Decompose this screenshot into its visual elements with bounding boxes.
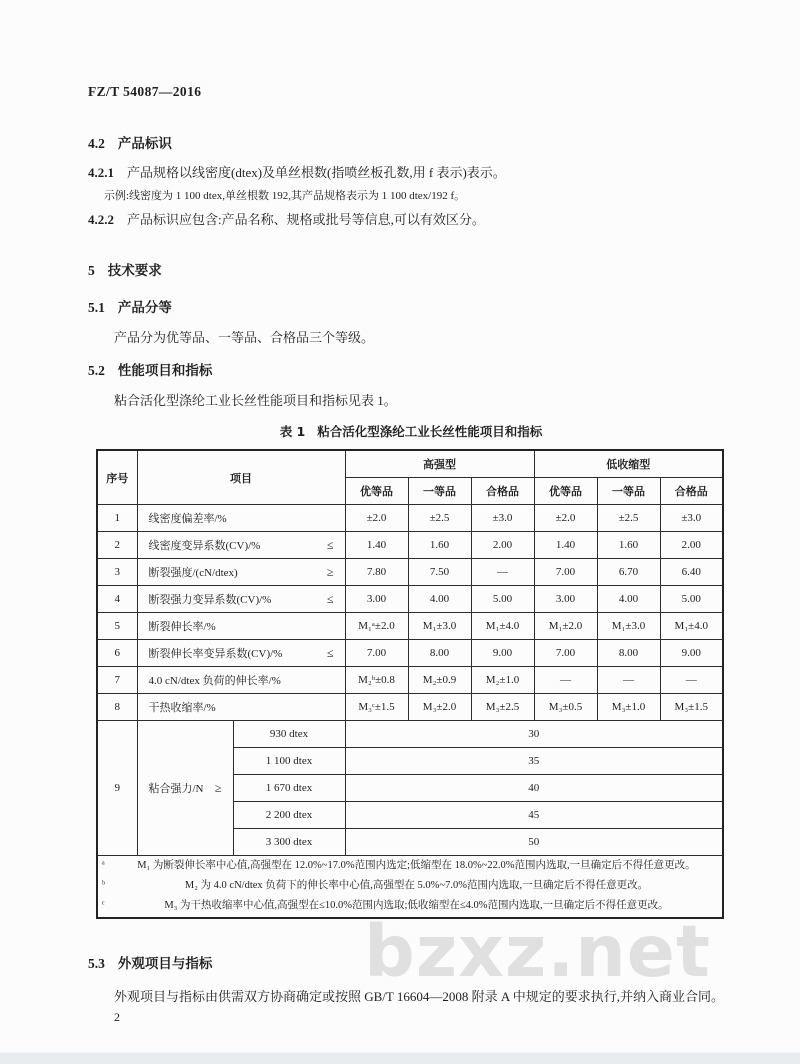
clause-text: 产品规格以线密度(dtex)及单丝根数(指喷丝板孔数,用 f 表示)表示。 xyxy=(127,165,506,180)
table-row xyxy=(97,505,723,532)
value-cell: 1.40 xyxy=(345,532,408,559)
row-no: 9 xyxy=(97,721,137,856)
standard-code: FZ/T 54087—2016 xyxy=(88,84,202,99)
table-row xyxy=(97,586,723,613)
spec-cell: 3 300 dtex xyxy=(233,829,345,856)
table-caption-label: 表 1 xyxy=(279,424,306,440)
section-heading-5-3 xyxy=(88,952,734,972)
section-number: 5.3 xyxy=(88,955,105,971)
table-caption-title: 粘合活化型涤纶工业长丝性能项目和指标 xyxy=(317,424,543,440)
header-group-low-shrinkage: 低收缩型 xyxy=(534,450,723,478)
value-cell: 4.00 xyxy=(597,586,660,613)
merged-value-cell: 50 xyxy=(345,829,723,856)
table-row xyxy=(97,667,723,694)
value-cell: 6.40 xyxy=(660,559,723,586)
value-cell: M₁±3.0 xyxy=(597,613,660,640)
table-row xyxy=(97,613,723,640)
item-cell xyxy=(137,505,345,532)
value-cell: M₃±1.5 xyxy=(660,694,723,721)
value-cell: M₃ᶜ±1.5 xyxy=(345,694,408,721)
section-heading-5 xyxy=(88,259,734,279)
value-cell: M₂ᵇ±0.8 xyxy=(345,667,408,694)
item-op: ≤ xyxy=(326,645,334,660)
section-number: 5 xyxy=(88,262,95,278)
spec-cell: 2 200 dtex xyxy=(233,802,345,829)
row-no: 7 xyxy=(97,667,137,694)
header-row-groups xyxy=(97,450,723,478)
value-cell: M₃±2.5 xyxy=(471,694,534,721)
value-cell: M₂±1.0 xyxy=(471,667,534,694)
section-number: 5.2 xyxy=(88,362,105,378)
footnote-a xyxy=(100,856,720,876)
table-row xyxy=(97,559,723,586)
item-cell xyxy=(137,667,345,694)
section-heading-4-2 xyxy=(88,132,734,152)
item-name: 线密度变异系数(CV)/% xyxy=(148,540,261,553)
footnote-marker: ᵇ xyxy=(102,879,106,891)
row-no: 3 xyxy=(97,559,137,586)
header-grade: 一等品 xyxy=(408,478,471,505)
value-cell: 2.00 xyxy=(471,532,534,559)
item-cell xyxy=(137,586,345,613)
footnote-marker: ᶜ xyxy=(102,899,105,911)
merged-value-cell: 30 xyxy=(345,721,723,748)
value-cell: M₃±2.0 xyxy=(408,694,471,721)
value-cell: 5.00 xyxy=(471,586,534,613)
row-no: 6 xyxy=(97,640,137,667)
value-cell: 1.60 xyxy=(597,532,660,559)
section-heading-5-1 xyxy=(88,296,734,316)
value-cell: 4.00 xyxy=(408,586,471,613)
footnotes-row xyxy=(97,856,723,918)
section-title: 产品标识 xyxy=(117,136,172,152)
section-title: 技术要求 xyxy=(107,262,162,279)
clause-number: 4.2.2 xyxy=(88,211,114,227)
value-cell: 1.60 xyxy=(408,532,471,559)
header-col-item: 项目 xyxy=(137,450,345,505)
value-cell: ±3.0 xyxy=(471,505,534,532)
table-row-9 xyxy=(97,721,723,748)
header-group-high-strength: 高强型 xyxy=(345,450,534,478)
spec-cell: 1 670 dtex xyxy=(233,775,345,802)
value-cell: — xyxy=(660,667,723,694)
row-no: 2 xyxy=(97,532,137,559)
header-grade: 优等品 xyxy=(534,478,597,505)
item-name: 断裂强度/(cN/dtex) xyxy=(148,567,238,580)
clause-4-2-2 xyxy=(88,210,734,230)
header-grade: 一等品 xyxy=(597,478,660,505)
value-cell: — xyxy=(597,667,660,694)
item-name: 粘合强力/N xyxy=(148,783,204,796)
value-cell: ±2.0 xyxy=(534,505,597,532)
footnote-text: M₃ 为干热收缩率中心值,高强型在≤10.0%范围内选取;低收缩型在≤4.0%范围内选取,一旦确定后不得任意更改。 xyxy=(164,900,669,912)
item-op: ≤ xyxy=(326,537,334,552)
table-row xyxy=(97,640,723,667)
header-grade: 合格品 xyxy=(660,478,723,505)
section-title: 外观项目与指标 xyxy=(117,955,213,972)
item-op: ≥ xyxy=(214,780,222,795)
item-cell xyxy=(137,559,345,586)
header-grade: 合格品 xyxy=(471,478,534,505)
value-cell: 7.50 xyxy=(408,559,471,586)
watermark: bzxz.net xyxy=(364,910,711,993)
merged-value-cell: 40 xyxy=(345,775,723,802)
paragraph-5-2: 粘合活化型涤纶工业长丝性能项目和指标见表 1。 xyxy=(114,392,397,408)
section-heading-5-2 xyxy=(88,359,734,379)
value-cell: — xyxy=(471,559,534,586)
item-op: ≤ xyxy=(326,591,334,606)
row-no: 5 xyxy=(97,613,137,640)
page-number: 2 xyxy=(114,1009,120,1024)
table-row xyxy=(97,694,723,721)
item-name: 干热收缩率/% xyxy=(148,702,216,715)
row-no: 1 xyxy=(97,505,137,532)
footnote-marker: ᵃ xyxy=(102,859,105,871)
footnote-text: M₁ 为断裂伸长率中心值,高强型在 12.0%~17.0%范围内选定;低缩型在 18.0%~22.0%范围内选取,一旦确定后不得任意更改。 xyxy=(137,860,696,872)
table-caption xyxy=(88,422,734,440)
item-cell xyxy=(137,721,233,856)
value-cell: 3.00 xyxy=(345,586,408,613)
item-cell xyxy=(137,694,345,721)
row-no: 4 xyxy=(97,586,137,613)
value-cell: — xyxy=(534,667,597,694)
clause-text: 产品标识应包含:产品名称、规格或批号等信息,可以有效区分。 xyxy=(127,211,485,227)
value-cell: 5.00 xyxy=(660,586,723,613)
item-cell xyxy=(137,613,345,640)
value-cell: 3.00 xyxy=(534,586,597,613)
clause-4-2-1 xyxy=(88,163,734,183)
footnotes-cell xyxy=(97,856,723,918)
value-cell: M₃±1.0 xyxy=(597,694,660,721)
paragraph-5-1: 产品分为优等品、一等品、合格品三个等级。 xyxy=(114,329,375,345)
value-cell: 7.00 xyxy=(534,559,597,586)
value-cell: ±2.0 xyxy=(345,505,408,532)
item-op: ≥ xyxy=(326,564,334,579)
value-cell: 7.00 xyxy=(345,640,408,667)
value-cell: 9.00 xyxy=(471,640,534,667)
footnote-text: M₂ 为 4.0 cN/dtex 负荷下的伸长率中心值,高强型在 5.0%~7.0%范围内选取,一旦确定后不得任意更改。 xyxy=(184,880,649,892)
spec-cell: 930 dtex xyxy=(233,721,345,748)
value-cell: M₁±4.0 xyxy=(660,613,723,640)
item-name: 断裂伸长率/% xyxy=(148,621,216,634)
merged-value-cell: 35 xyxy=(345,748,723,775)
paragraph-5-3: 外观项目与指标由供需双方协商确定或按照 GB/T 16604—2008 附录 A 中规定的要求执行,并纳入商业合同。 xyxy=(114,988,725,1004)
value-cell: ±3.0 xyxy=(660,505,723,532)
value-cell: M₁±4.0 xyxy=(471,613,534,640)
header-col-no: 序号 xyxy=(97,450,137,505)
spec-cell: 1 100 dtex xyxy=(233,748,345,775)
value-cell: ±2.5 xyxy=(408,505,471,532)
item-name: 线密度偏差率/% xyxy=(148,513,227,526)
item-name: 4.0 cN/dtex 负荷的伸长率/% xyxy=(148,675,281,688)
item-cell xyxy=(137,532,345,559)
value-cell: M₃±0.5 xyxy=(534,694,597,721)
example-note: 示例:线密度为 1 100 dtex,单丝根数 192,其产品规格表示为 1 100 dtex/192 f。 xyxy=(104,190,466,203)
value-cell: 7.00 xyxy=(534,640,597,667)
merged-value-cell: 45 xyxy=(345,802,723,829)
scan-edge-strip xyxy=(0,1052,800,1064)
table-row xyxy=(97,532,723,559)
value-cell: M₂±0.9 xyxy=(408,667,471,694)
value-cell: 9.00 xyxy=(660,640,723,667)
section-title: 产品分等 xyxy=(117,299,172,316)
value-cell: 1.40 xyxy=(534,532,597,559)
value-cell: M₁±3.0 xyxy=(408,613,471,640)
value-cell: 7.80 xyxy=(345,559,408,586)
clause-number: 4.2.1 xyxy=(88,165,114,180)
section-number: 5.1 xyxy=(88,299,105,315)
value-cell: M₁ᵃ±2.0 xyxy=(345,613,408,640)
value-cell: M₁±2.0 xyxy=(534,613,597,640)
section-title: 性能项目和指标 xyxy=(117,362,213,379)
footnote-c xyxy=(100,896,720,916)
value-cell: 2.00 xyxy=(660,532,723,559)
value-cell: ±2.5 xyxy=(597,505,660,532)
row-no: 8 xyxy=(97,694,137,721)
value-cell: 8.00 xyxy=(408,640,471,667)
performance-table xyxy=(96,449,724,918)
item-name: 断裂伸长率变异系数(CV)/% xyxy=(148,648,283,661)
value-cell: 8.00 xyxy=(597,640,660,667)
header-grade: 优等品 xyxy=(345,478,408,505)
footnote-b xyxy=(100,876,720,896)
item-name: 断裂强力变异系数(CV)/% xyxy=(148,594,272,607)
section-number: 4.2 xyxy=(88,136,105,151)
value-cell: 6.70 xyxy=(597,559,660,586)
item-cell xyxy=(137,640,345,667)
